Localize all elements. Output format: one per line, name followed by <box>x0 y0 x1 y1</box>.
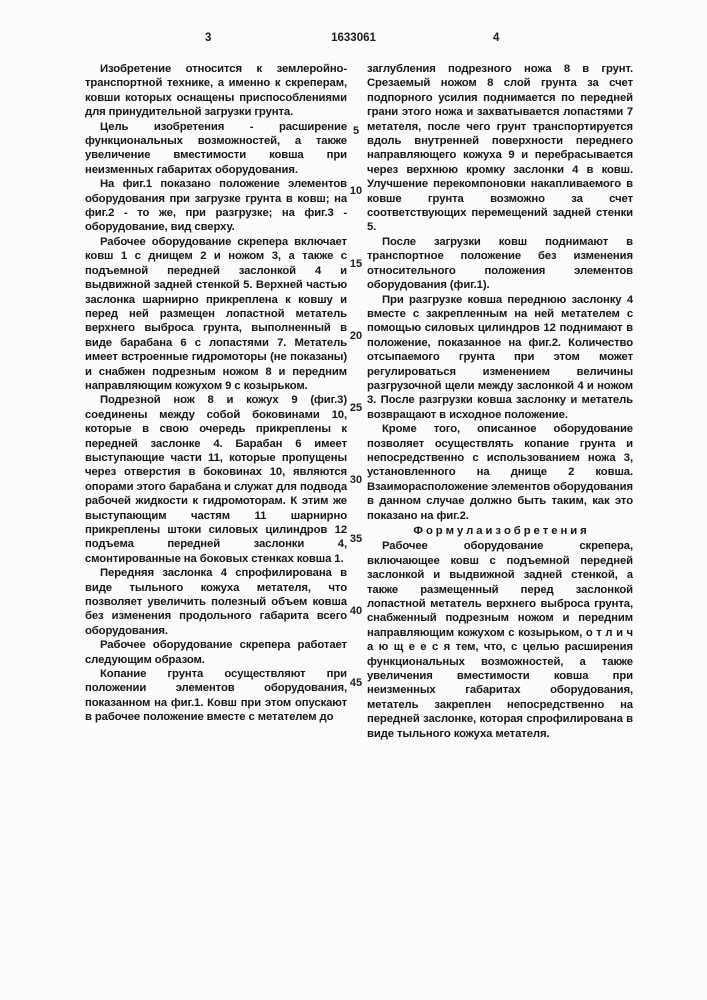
page-number-right: 4 <box>493 32 500 44</box>
left-text-column <box>85 62 347 725</box>
line-number-35: 35 <box>349 533 363 545</box>
line-number-45: 45 <box>349 677 363 689</box>
line-number-30: 30 <box>349 474 363 486</box>
line-number-15: 15 <box>349 258 363 270</box>
paragraph-operation-intro: Рабочее оборудование скрепера работает следующим образом. <box>85 639 347 666</box>
paragraph-front-flap: Передняя заслонка 4 спрофилирована в виде тыльного кожуха метателя, что позволяет увеличить полезный объем ковша без изменения продольного габарита всего оборудования. <box>85 567 347 637</box>
line-number-40: 40 <box>349 605 363 617</box>
paragraph-digging-continued: заглубления подрезного ножа 8 в грунт. Срезаемый ножом 8 слой грунта за счет подпорного усилия поднимается по передней грани этого ножа и захватывается лопастями 7 метателя, после чего грунт транспортируется вдоль внутренней поверхности переднего направляющего кожуха 9 и перебрасывается через верхнюю кромку заслонки 4 в ковш. Улучшение перекомпоновки накапливаемого в ковше грунта возможно за счет соответствующих перемещений задней стенки 5. <box>367 63 633 234</box>
paragraph-goal: Цель изобретения - расширение функциональных возможностей, а также увеличение вместимости ковша при неизменных габаритах оборудования. <box>85 120 347 176</box>
paragraph-knife-casing: Подрезной нож 8 и кожух 9 (фиг.3) соединены между собой боковинами 10, которые в свою очередь прикреплены к передней заслонке 4. Барабан 6 имеет выступающие части 11, которые пропущены через отверстия в боковинах 10, являются опорами этого барабана и служат для подвода рабочей жидкости к гидромоторам. К этим же выступающим частям 11 шарнирно прикреплены штоки силовых цилиндров 12 подъема передней заслонки 4, смонтированные на боковых стенках ковша 1. <box>85 394 347 565</box>
paragraph-claim: Рабочее оборудование скрепера, включающее ковш с подъемной передней заслонкой и выдвижной задней стенкой, а также размещенный перед заслонкой лопастной метатель верхнего выброса грунта, снабженный подрезным ножом и передним направляющим кожухом с козырьком, о т л и ч а ю щ е е с я тем, что, с целью расширения функциональных возможностей, а также увеличения вместимости ковша при неизменных габаритах оборудования, метатель закреплен непосредственно на передней заслонке, которая спрофилирована в виде тыльного кожуха метателя. <box>367 540 633 740</box>
paragraph-equipment: Рабочее оборудование скрепера включает ковш 1 с днищем 2 и ножом 3, а также с подъемной передней заслонкой 4 и выдвижной задней стенкой 5. Верхней частью заслонка шарнирно прикреплена к ковшу и перед ней размещен лопастной метатель верхнего выброса грунта, выполненный в виде барабана 6 с лопастями 7. Метатель имеет встроенные гидромоторы (не показаны) и снабжен подрезным ножом 8 и передним направляющим кожухом 9 с козырьком. <box>85 235 347 392</box>
page-number-left: 3 <box>205 32 212 44</box>
line-number-10: 10 <box>349 185 363 197</box>
right-text-column <box>367 62 633 741</box>
paragraph-figures: На фиг.1 показано положение элементов оборудования при загрузке грунта в ковш; на фиг.2 - то же, при разгрузке; на фиг.3 - оборудование, вид сверху. <box>85 178 347 234</box>
claims-heading: Ф о р м у л а и з о б р е т е н и я <box>413 525 587 537</box>
line-number-5: 5 <box>352 125 360 137</box>
paragraph-unloading: При разгрузке ковша переднюю заслонку 4 вместе с закрепленным на ней метателем с помощью силовых цилиндров 12 поднимают в положение, показанное на фиг.2. Количество отсыпаемого грунта при этом может регулироваться изменением величины разгрузочной щели между заслонкой 4 и ножом 3. После разгрузки ковша заслонку и метатель возвращают в исходное положение. <box>367 293 633 421</box>
line-number-25: 25 <box>349 402 363 414</box>
patent-number: 1633061 <box>331 32 376 44</box>
line-number-20: 20 <box>349 330 363 342</box>
paragraph-transport: После загрузки ковш поднимают в транспортное положение без изменения относительного положения элементов оборудования (фиг.1). <box>367 235 633 292</box>
paragraph-alternative: Кроме того, описанное оборудование позволяет осуществлять копание грунта и непосредственно с использованием ножа 3, установленного на днище 2 ковша. Взаиморасположение элементов оборудования в данном случае должно быть таким, как это показано на фиг.2. <box>367 423 633 522</box>
paragraph-digging: Копание грунта осуществляют при положении элементов оборудования, показанном на фиг.1. Ковш при этом опускают в рабочее положение вместе с метателем до <box>85 668 347 724</box>
paragraph-intro: Изобретение относится к землеройно-транспортной технике, а именно к скреперам, ковши которых оснащены приспособлениями для принудительной загрузки грунта. <box>85 63 347 119</box>
